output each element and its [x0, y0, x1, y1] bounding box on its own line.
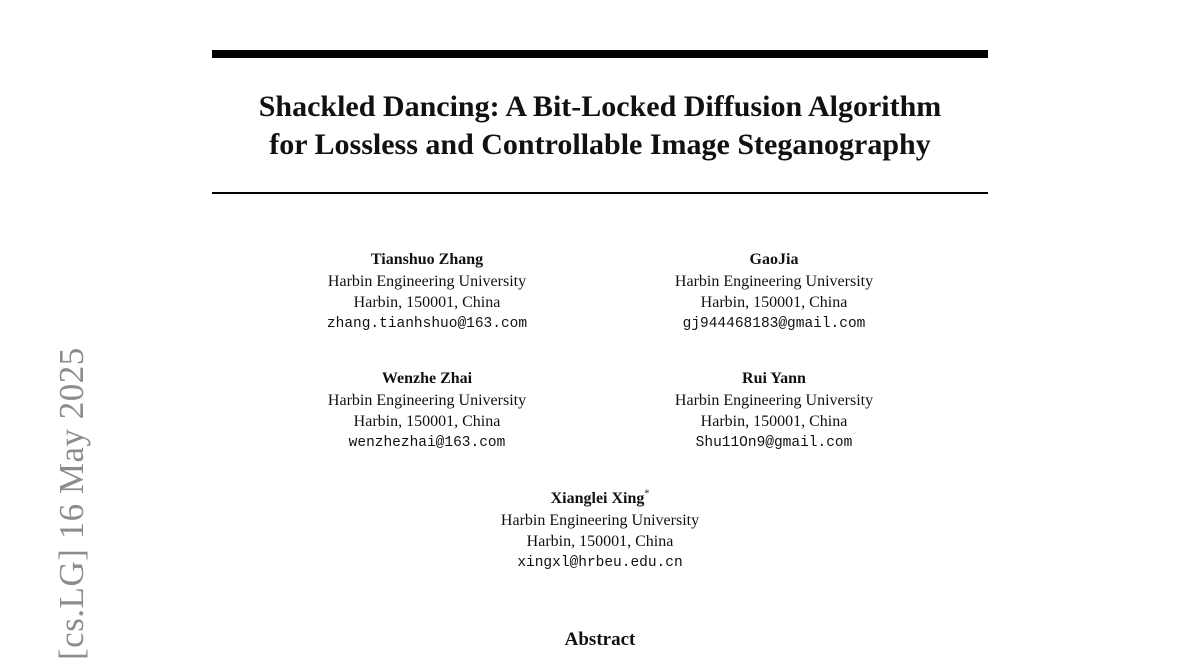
author-affiliation: Harbin Engineering University — [500, 511, 700, 529]
author-location: Harbin, 150001, China — [700, 413, 848, 430]
author-email: Shu11On9@gmail.com — [695, 434, 853, 451]
paper-title — [212, 88, 988, 164]
title-bottom-rule — [212, 192, 988, 194]
arxiv-margin-stamp: [cs.LG] 16 May 2025 — [52, 347, 91, 660]
author-name: Rui Yann — [742, 370, 806, 387]
author-location: Harbin, 150001, China — [353, 294, 501, 311]
author-email: wenzhezhai@163.com — [348, 434, 506, 451]
author-block — [450, 488, 750, 574]
author-email: xingxl@hrbeu.edu.cn — [517, 554, 683, 571]
author-block — [624, 249, 924, 335]
paper-title-line-2: for Lossless and Controllable Image Steganography — [269, 128, 931, 161]
author-email: zhang.tianhshuo@163.com — [326, 315, 528, 332]
author-name: Wenzhe Zhai — [381, 370, 473, 387]
paper-title-line-1: Shackled Dancing: A Bit-Locked Diffusion Algorithm — [258, 90, 942, 123]
author-affiliation: Harbin Engineering University — [327, 272, 527, 290]
author-name: GaoJia — [749, 251, 799, 268]
author-location: Harbin, 150001, China — [700, 294, 848, 311]
author-block — [277, 249, 577, 335]
title-top-rule — [212, 50, 988, 58]
author-email: gj944468183@gmail.com — [682, 315, 866, 332]
author-affiliation: Harbin Engineering University — [327, 391, 527, 409]
author-location: Harbin, 150001, China — [526, 533, 674, 550]
corresponding-author-marker: * — [644, 488, 650, 500]
author-affiliation: Harbin Engineering University — [674, 391, 874, 409]
author-location: Harbin, 150001, China — [353, 413, 501, 430]
author-block — [624, 368, 924, 454]
author-block — [277, 368, 577, 454]
author-affiliation: Harbin Engineering University — [674, 272, 874, 290]
author-name: Xianglei Xing — [550, 490, 645, 507]
abstract-heading: Abstract — [564, 629, 636, 650]
author-name-row — [450, 488, 750, 510]
author-name: Tianshuo Zhang — [370, 251, 484, 268]
